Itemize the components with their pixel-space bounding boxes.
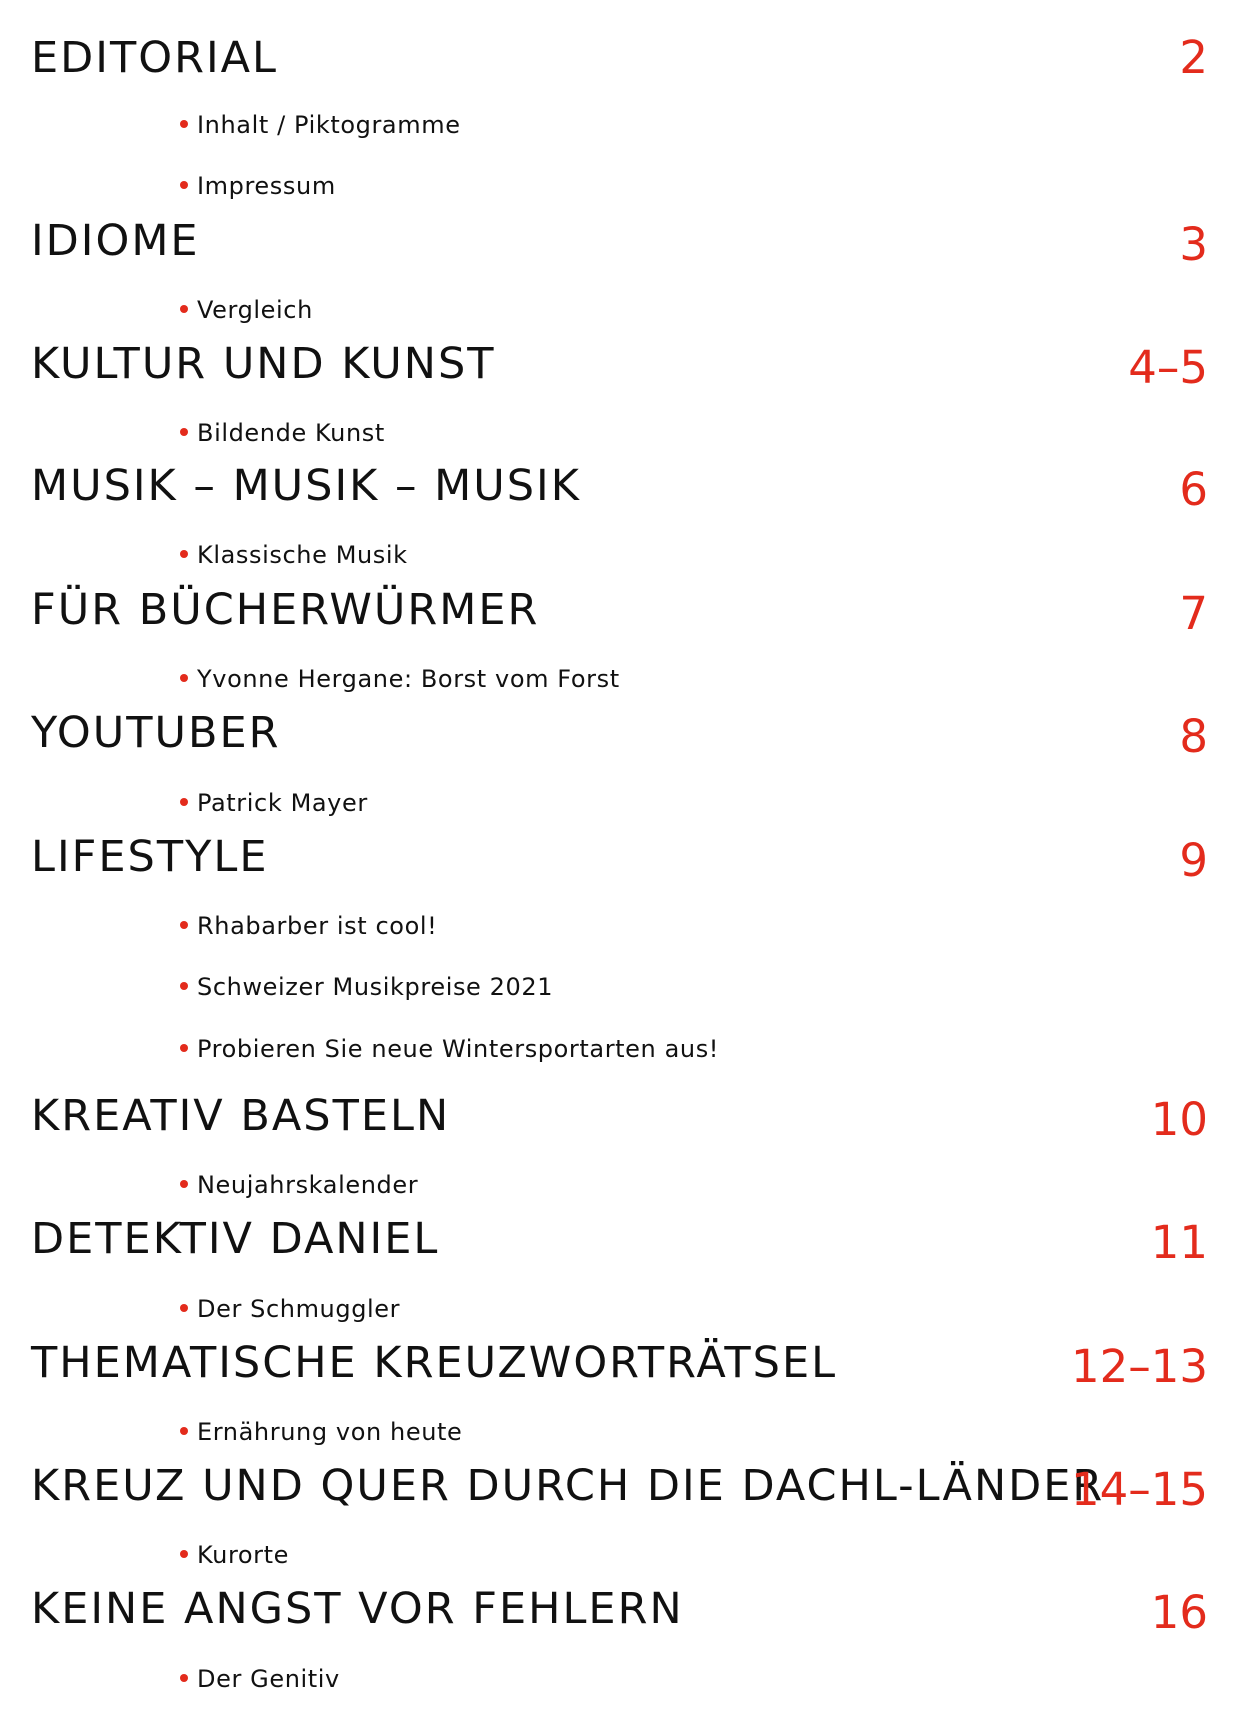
- list-item-label: Klassische Musik: [197, 541, 408, 569]
- list-item-label: Vergleich: [197, 296, 313, 324]
- list-item-label: Impressum: [197, 172, 336, 200]
- section-title-editorial: EDITORIAL: [31, 33, 279, 83]
- bullet-icon: [180, 1674, 188, 1682]
- list-item-label: Der Schmuggler: [197, 1295, 401, 1323]
- page-number-kreativ-basteln: 10: [1150, 1093, 1208, 1146]
- list-item-label: Kurorte: [197, 1541, 290, 1569]
- list-item-label: Ernährung von heute: [197, 1418, 463, 1446]
- list-item: [180, 911, 437, 941]
- list-item-label: Yvonne Hergane: Borst vom Forst: [197, 665, 620, 693]
- section-title-musik: MUSIK – MUSIK – MUSIK: [31, 461, 581, 511]
- bullet-icon: [180, 1180, 188, 1188]
- list-item: [180, 540, 408, 570]
- list-item: [180, 788, 368, 818]
- list-item: [180, 1034, 719, 1064]
- bullet-icon: [180, 550, 188, 558]
- list-item: [180, 1417, 462, 1447]
- bullet-icon: [180, 181, 188, 189]
- page-number-kultur-und-kunst: 4–5: [1128, 341, 1208, 394]
- section-title-youtuber: YOUTUBER: [31, 708, 281, 758]
- section-title-keine-angst-vor-fehlern: KEINE ANGST VOR FEHLERN: [31, 1584, 684, 1634]
- page-number-musik: 6: [1179, 463, 1208, 516]
- list-item: [180, 1170, 418, 1200]
- bullet-icon: [180, 1304, 188, 1312]
- page-number-thematische-kreuzwortraetsel: 12–13: [1070, 1340, 1208, 1393]
- bullet-icon: [180, 305, 188, 313]
- section-title-lifestyle: LIFESTYLE: [31, 832, 269, 882]
- page-number-detektiv-daniel: 11: [1150, 1216, 1208, 1269]
- list-item-label: Schweizer Musikpreise 2021: [197, 973, 554, 1001]
- page-number-lifestyle: 9: [1179, 834, 1208, 887]
- bullet-icon: [180, 428, 188, 436]
- page-number-youtuber: 8: [1179, 710, 1208, 763]
- page-number-editorial: 2: [1179, 31, 1208, 84]
- list-item-label: Probieren Sie neue Wintersportarten aus!: [197, 1035, 720, 1063]
- bullet-icon: [180, 1427, 188, 1435]
- list-item-label: Patrick Mayer: [197, 789, 368, 817]
- bullet-icon: [180, 982, 188, 990]
- list-item: [180, 1540, 289, 1570]
- list-item: [180, 171, 336, 201]
- list-item: [180, 418, 385, 448]
- section-title-detektiv-daniel: DETEKTIV DANIEL: [31, 1214, 440, 1264]
- section-title-kreativ-basteln: KREATIV BASTELN: [31, 1091, 451, 1141]
- bullet-icon: [180, 674, 188, 682]
- page-number-kreuz-und-quer: 14–15: [1070, 1463, 1208, 1516]
- list-item: [180, 972, 553, 1002]
- list-item-label: Inhalt / Piktogramme: [197, 111, 461, 139]
- section-title-kreuz-und-quer: KREUZ UND QUER DURCH DIE DACHL-LÄNDER: [31, 1461, 1105, 1511]
- list-item: [180, 295, 313, 325]
- section-title-idiome: IDIOME: [31, 216, 200, 266]
- list-item: [180, 664, 620, 694]
- bullet-icon: [180, 120, 188, 128]
- section-title-thematische-kreuzwortraetsel: THEMATISCHE KREUZWORTRÄTSEL: [31, 1338, 838, 1388]
- list-item: [180, 1664, 340, 1694]
- list-item: [180, 110, 461, 140]
- list-item-label: Bildende Kunst: [197, 419, 385, 447]
- list-item-label: Neujahrskalender: [197, 1171, 419, 1199]
- section-title-kultur-und-kunst: KULTUR UND KUNST: [31, 339, 496, 389]
- bullet-icon: [180, 1044, 188, 1052]
- page-number-fuer-buecherwuermer: 7: [1179, 587, 1208, 640]
- page-number-keine-angst-vor-fehlern: 16: [1150, 1586, 1208, 1639]
- section-title-fuer-buecherwuermer: FÜR BÜCHERWÜRMER: [31, 585, 540, 635]
- list-item: [180, 1294, 400, 1324]
- bullet-icon: [180, 1550, 188, 1558]
- list-item-label: Rhabarber ist cool!: [197, 912, 438, 940]
- bullet-icon: [180, 798, 188, 806]
- page-number-idiome: 3: [1179, 218, 1208, 271]
- list-item-label: Der Genitiv: [197, 1665, 340, 1693]
- bullet-icon: [180, 921, 188, 929]
